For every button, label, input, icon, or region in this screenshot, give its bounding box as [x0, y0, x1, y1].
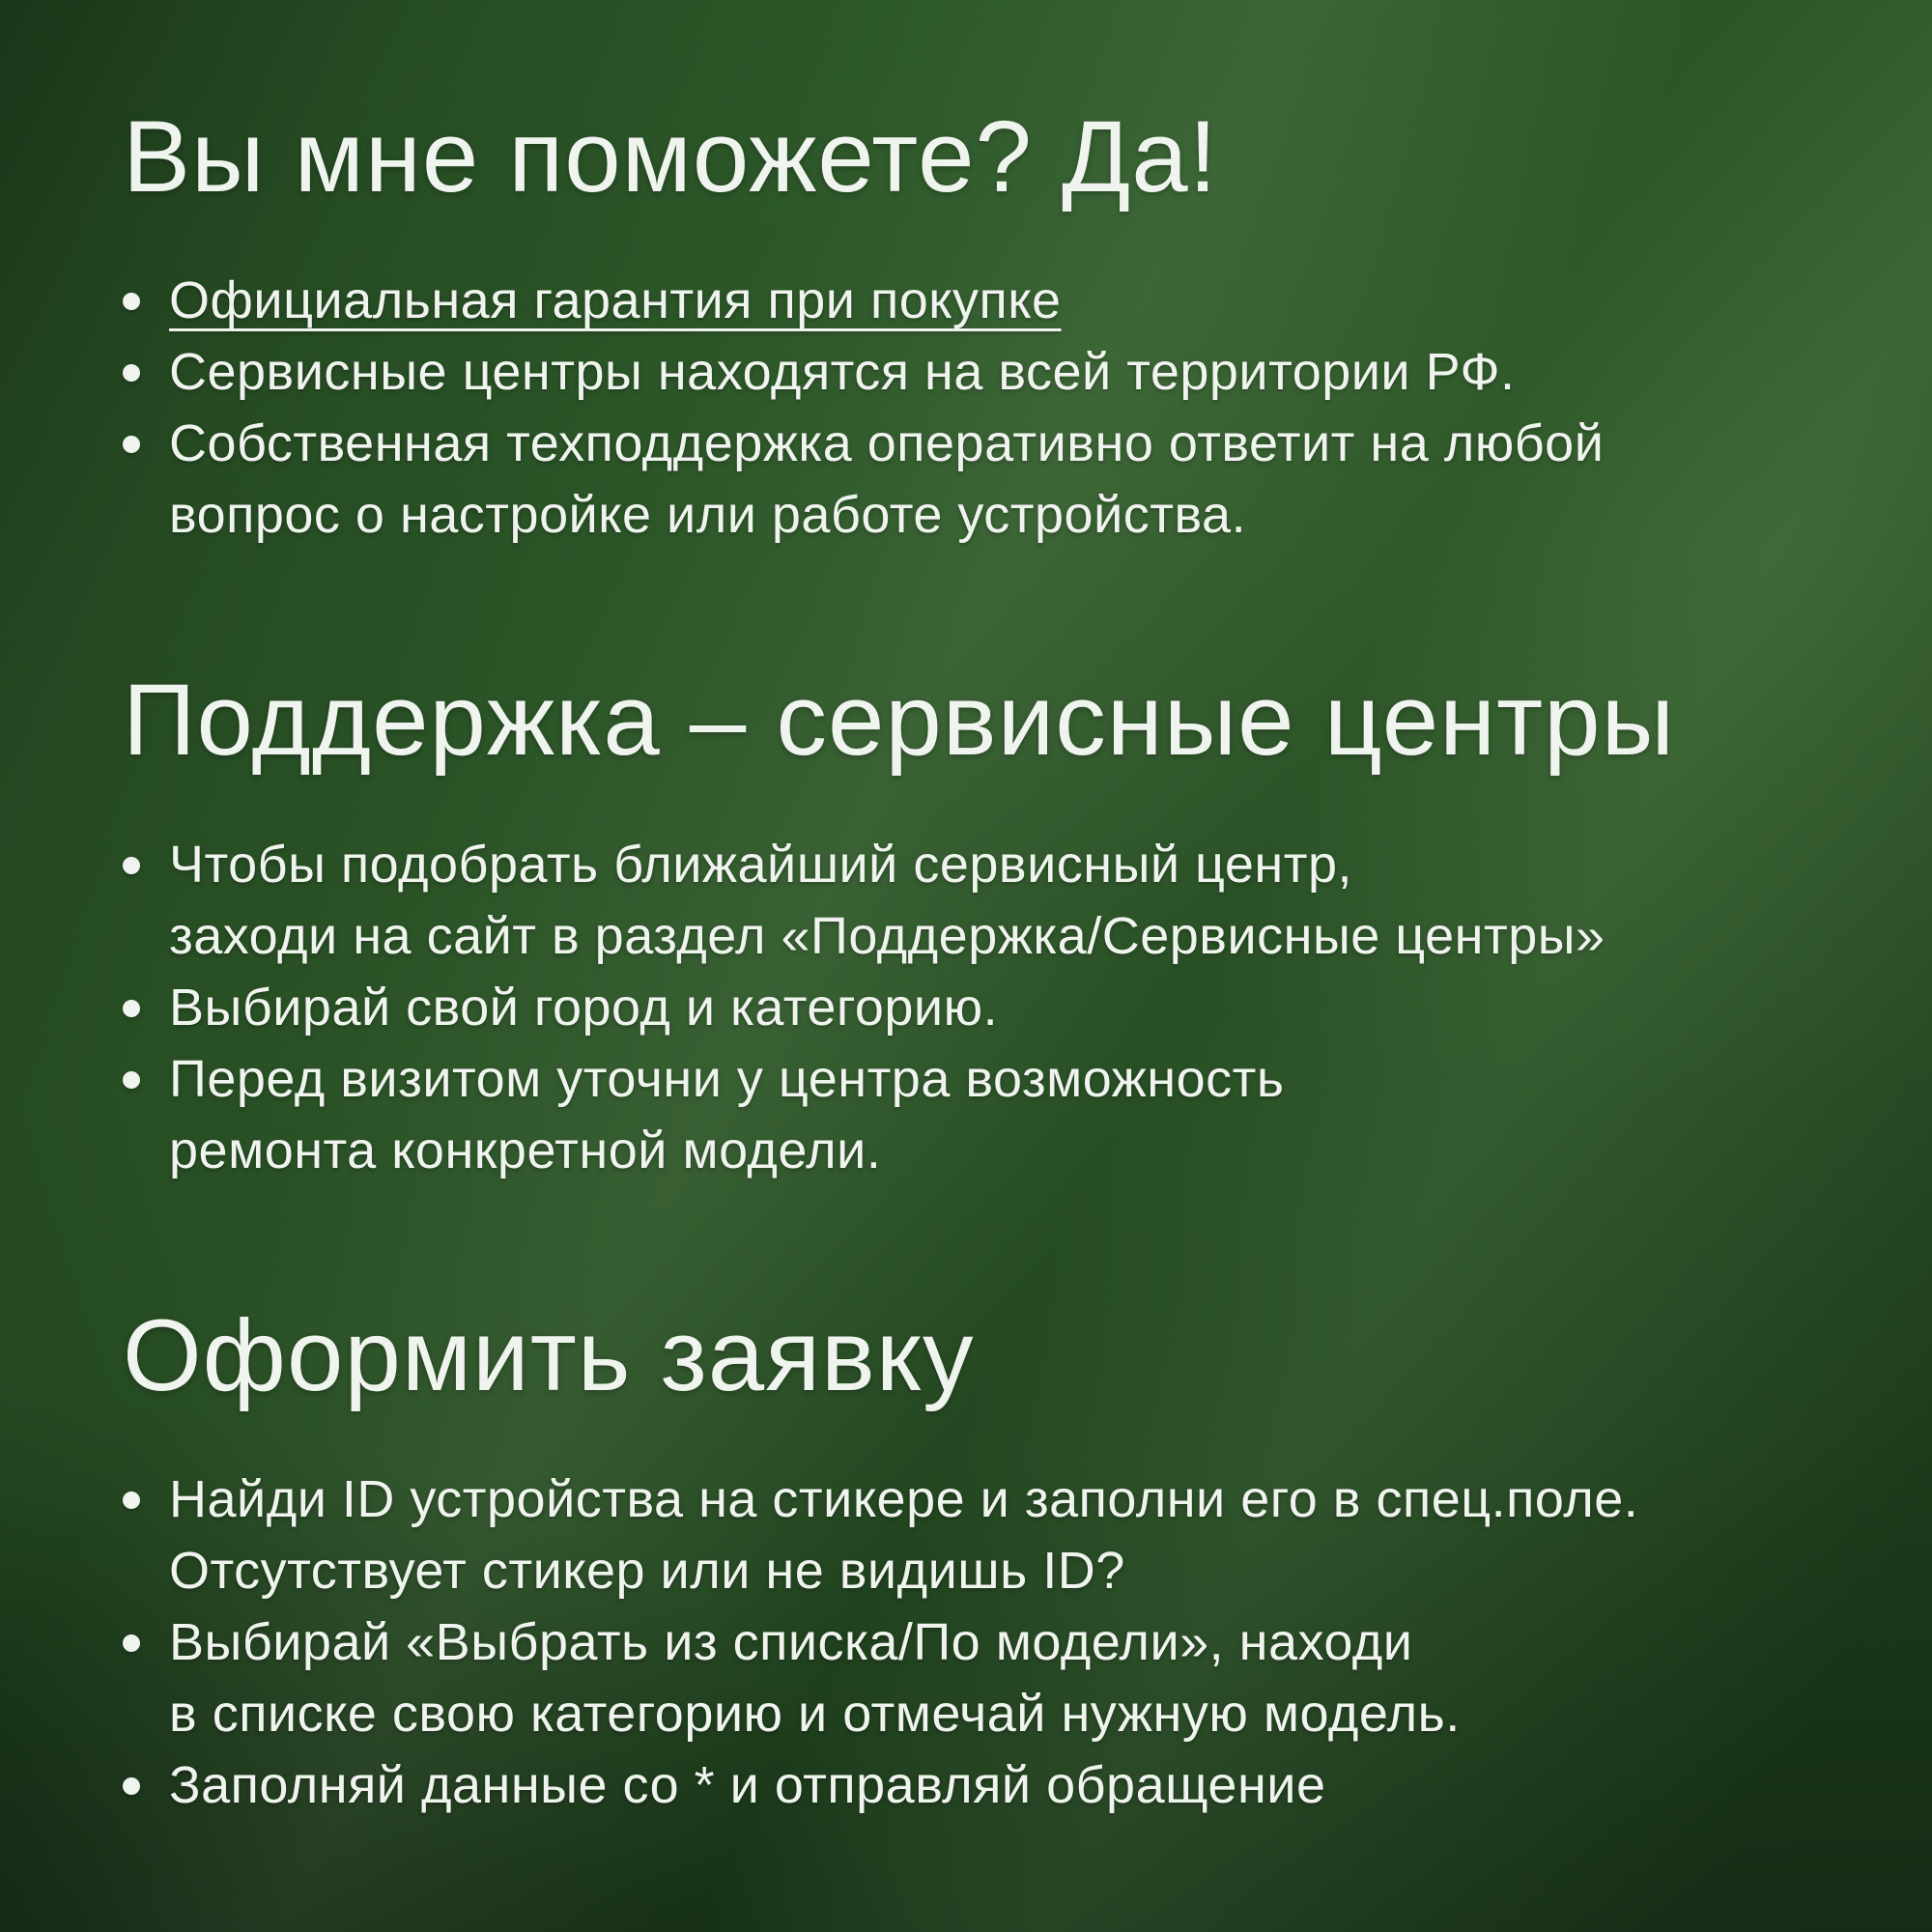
bullet-text-line: Собственная техподдержка оперативно ответит на любой — [169, 414, 1605, 473]
bullet-link-text[interactable] — [169, 265, 1061, 336]
bullet-dot-icon — [123, 1071, 140, 1089]
bullet-text — [169, 972, 998, 1043]
bullet-text-line: Сервисные центры находятся на всей территории РФ. — [169, 343, 1516, 402]
list-item — [123, 1043, 1874, 1186]
bullet-text-line: Выбирай «Выбрать из списка/По модели», находи — [169, 1612, 1413, 1671]
list-item — [123, 265, 1874, 336]
bullet-dot-icon — [123, 1000, 140, 1017]
bullet-text-line: ремонта конкретной модели. — [169, 1121, 882, 1179]
bullet-text-line: заходи на сайт в раздел «Поддержка/Сервисные центры» — [169, 906, 1605, 965]
bullet-dot-icon — [123, 1777, 140, 1795]
list-item — [123, 1463, 1874, 1606]
bullet-text-line: Найди ID устройства на стикере и заполни его в спец.поле. — [169, 1469, 1639, 1528]
bullet-dot-icon — [123, 436, 140, 453]
bullet-text — [169, 1606, 1461, 1749]
list-item — [123, 408, 1874, 551]
list-item — [123, 972, 1874, 1043]
bullet-dot-icon — [123, 1492, 140, 1509]
section-title: Поддержка – сервисные центры — [123, 664, 1676, 778]
bullet-text-line: Выбирай свой город и категорию. — [169, 978, 999, 1037]
bullet-dot-icon — [123, 293, 140, 310]
section-title: Вы мне поможете? Да! — [123, 100, 1218, 213]
bullet-text — [169, 1043, 1285, 1186]
bullet-text — [169, 408, 1604, 551]
bullet-dot-icon — [123, 1634, 140, 1652]
section-title: Оформить заявку — [123, 1298, 975, 1412]
list-item — [123, 829, 1874, 972]
list-item — [123, 1749, 1874, 1821]
bullet-text — [169, 1463, 1638, 1606]
bullet-text — [169, 829, 1605, 972]
bullet-dot-icon — [123, 857, 140, 874]
bullet-text — [169, 1749, 1325, 1821]
section — [123, 1293, 1874, 1821]
bullet-text-line: вопрос о настройке или работе устройства. — [169, 486, 1247, 545]
list-item — [123, 1606, 1874, 1749]
bullet-text-line: Заполняй данные со * и отправляй обращение — [169, 1755, 1326, 1814]
bullet-text — [169, 336, 1516, 408]
bullet-dot-icon — [123, 364, 140, 382]
bullet-text-line: Чтобы подобрать ближайший сервисный центр, — [169, 835, 1353, 894]
bullet-text-line: Перед визитом уточни у центра возможность — [169, 1049, 1285, 1108]
bullet-list — [123, 1463, 1874, 1821]
bullet-list — [123, 829, 1874, 1186]
bullet-text-line: в списке свою категорию и отмечай нужную модель. — [169, 1684, 1461, 1743]
bullet-list — [123, 265, 1874, 551]
section — [123, 94, 1874, 551]
section — [123, 657, 1874, 1185]
bullet-text-line: Отсутствует стикер или не видишь ID? — [169, 1541, 1125, 1600]
list-item — [123, 336, 1874, 408]
bullet-text-line[interactable]: Официальная гарантия при покупке — [169, 271, 1062, 330]
